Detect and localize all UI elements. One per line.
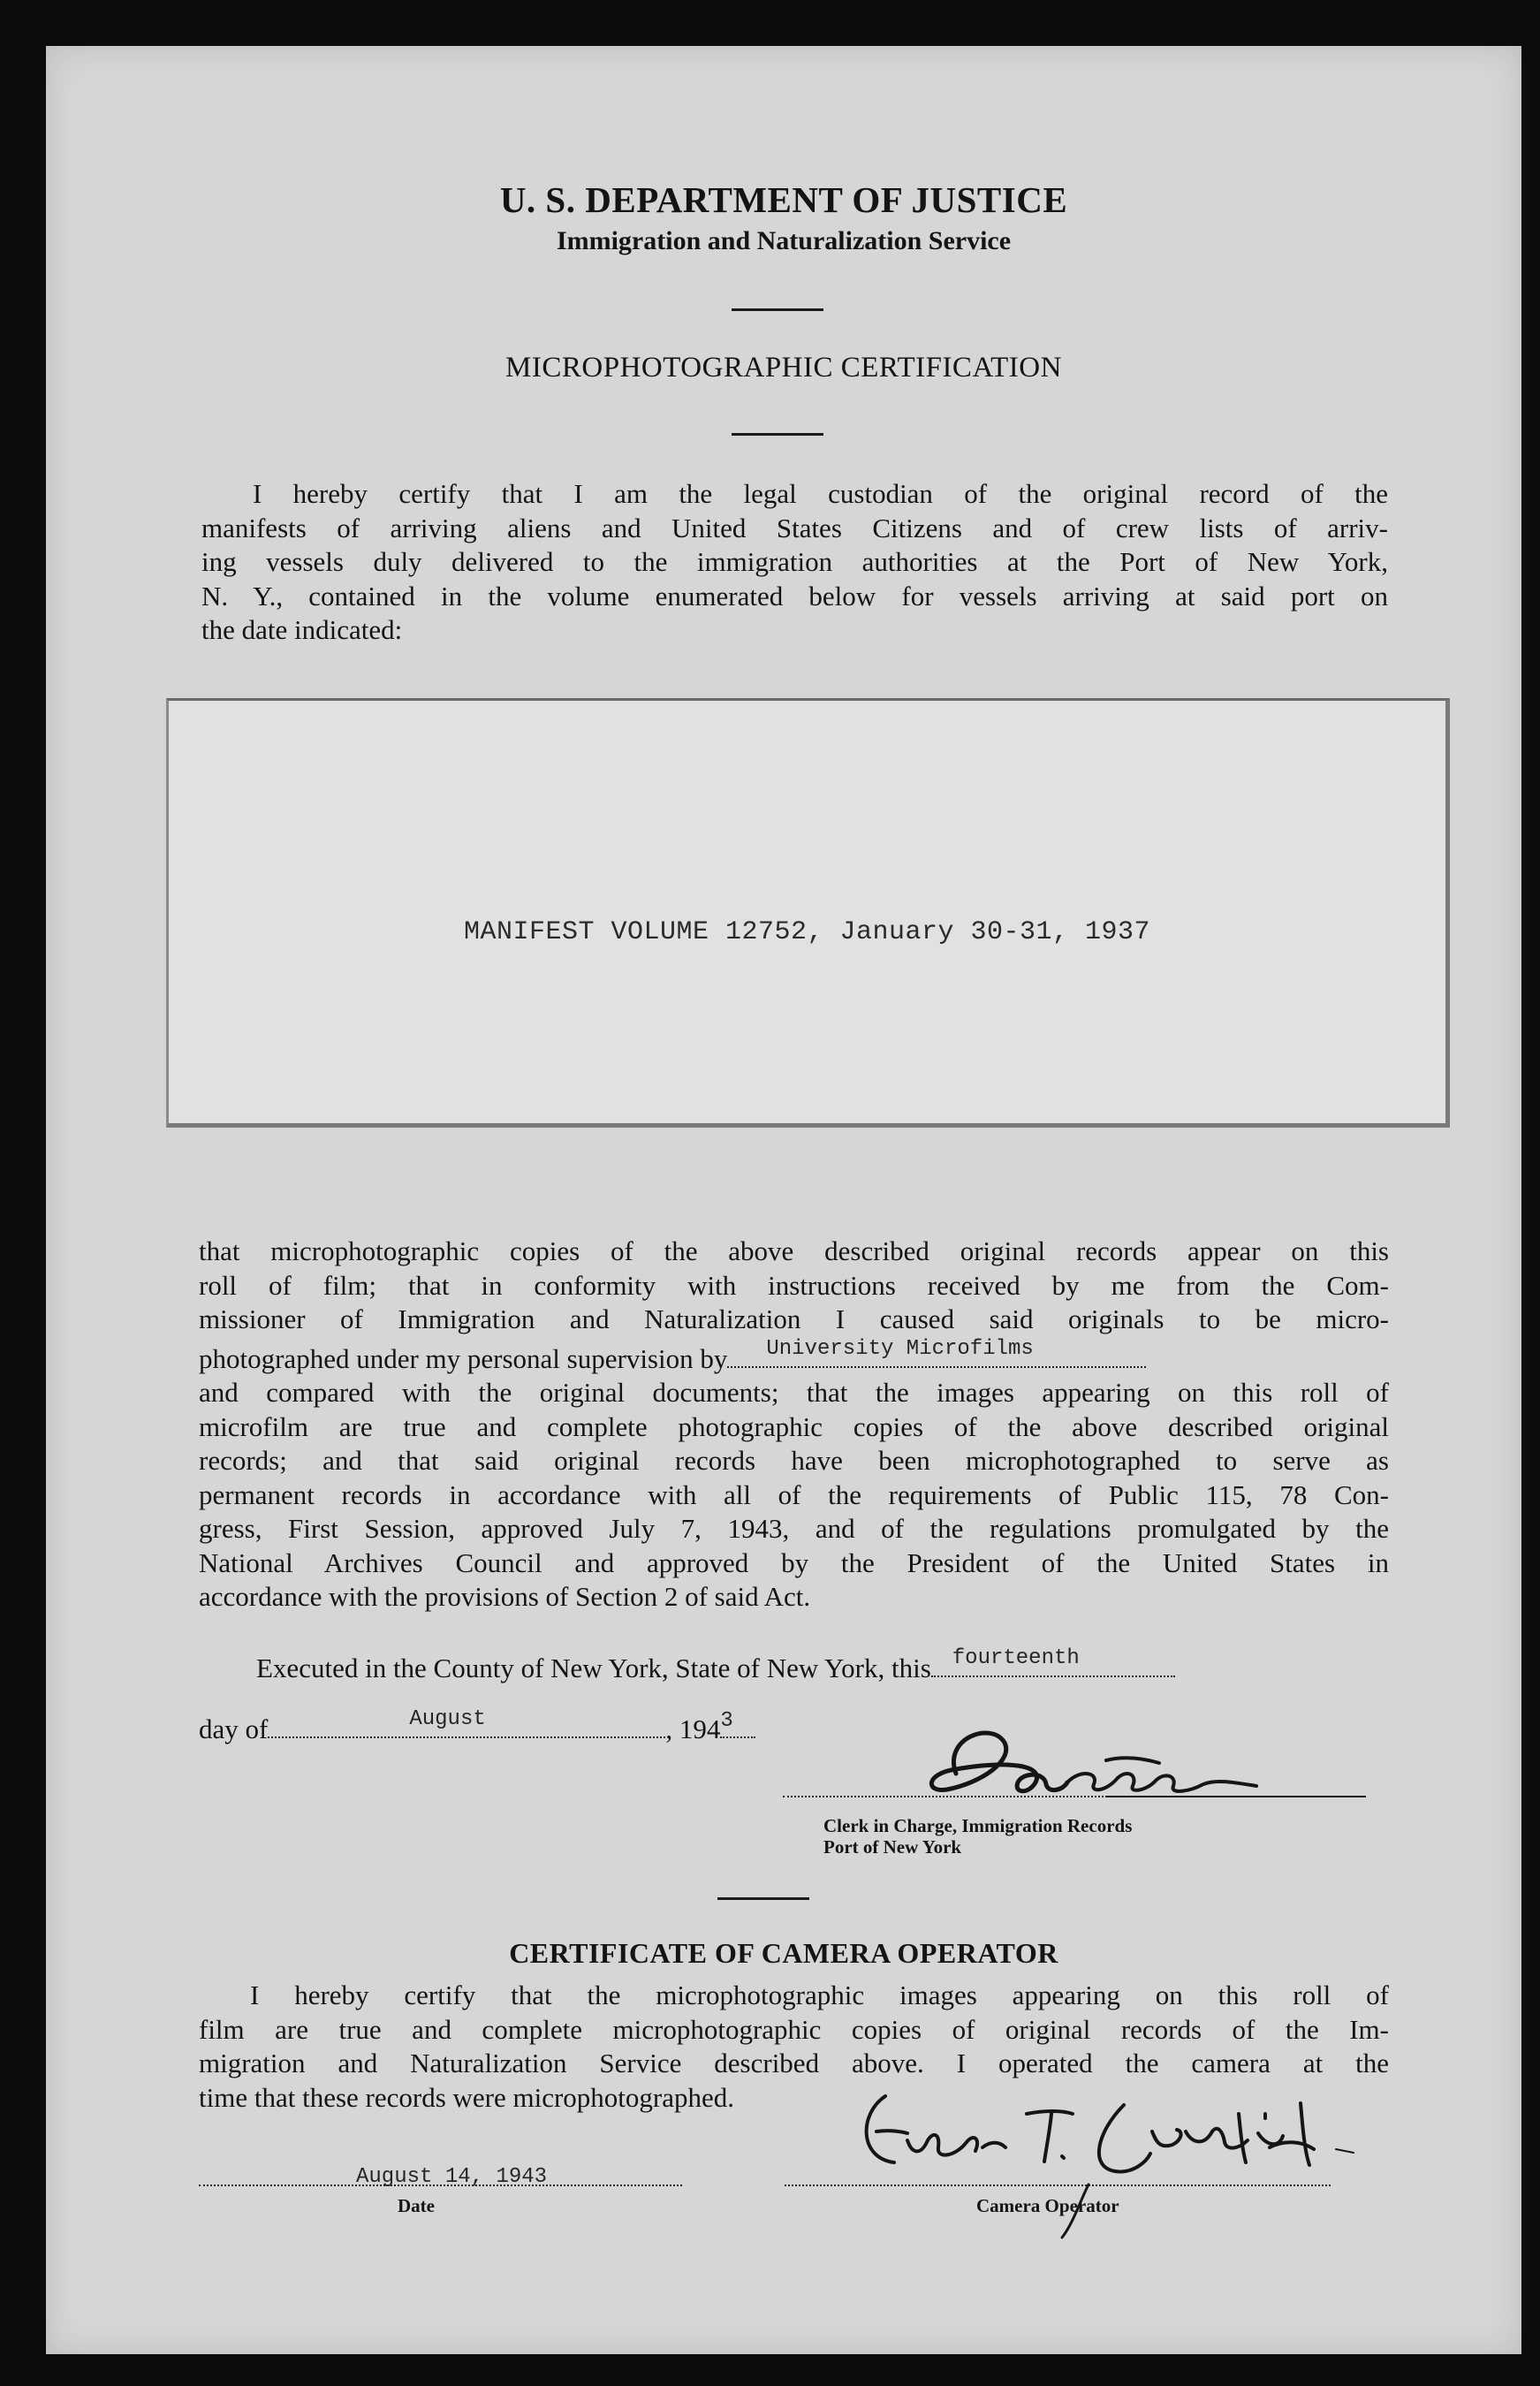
- day-of-prefix: day of: [199, 1714, 269, 1744]
- camera-operator-heading: CERTIFICATE OF CAMERA OPERATOR: [509, 1937, 1058, 1969]
- intro-line: the date indicated:: [201, 614, 403, 645]
- date-label: Date: [398, 2195, 435, 2216]
- day-of-line: [199, 1707, 906, 1747]
- body-line: and compared with the original documents; that the images appearing on this roll of: [199, 1377, 1389, 1408]
- manifest-volume-label: MANIFEST VOLUME 12752, January 30-31, 1937: [463, 917, 1151, 947]
- body-line: records; and that said original records have been microphotographed to serve as: [199, 1445, 1389, 1476]
- clerk-title-line2: Port of New York: [823, 1836, 962, 1858]
- camera-line: I hereby certify that the microphotographic images appearing on this roll of: [250, 1979, 1389, 2010]
- intro-line: N. Y., contained in the volume enumerated below for vessels arriving at said port on: [201, 580, 1388, 612]
- divider-mid: [732, 433, 823, 436]
- body-line: accordance with the provisions of Section 2 of said Act.: [199, 1581, 811, 1612]
- clerk-title: [823, 1815, 1132, 1858]
- body-line: microfilm are true and complete photographic copies of the above described original: [199, 1410, 1389, 1442]
- body-line: permanent records in accordance with all of the requirements of Public 115, 78 Con-: [199, 1478, 1389, 1510]
- camera-line: migration and Naturalization Service described above. I operated the camera at the: [199, 2048, 1389, 2078]
- camera-line: time that these records were microphotographed.: [199, 2081, 734, 2113]
- intro-paragraph: [201, 477, 1388, 648]
- executed-prefix: Executed in the County of New York, State of New York, this: [256, 1653, 931, 1683]
- intro-line: manifests of arriving aliens and United States Citizens and of crew lists of arriv-: [201, 512, 1388, 543]
- department-heading: U. S. DEPARTMENT OF JUSTICE: [499, 179, 1068, 220]
- executed-day: fourteenth: [952, 1646, 1080, 1670]
- body-line: National Archives Council and approved by the President of the United States in: [199, 1546, 1389, 1578]
- executed-line: [256, 1646, 1389, 1686]
- camera-operator-label: Camera Operator: [976, 2195, 1119, 2216]
- body-line: missioner of Immigration and Naturalization I caused said originals to be micro-: [199, 1303, 1389, 1334]
- supervisor-name: University Microfilms: [766, 1336, 1034, 1361]
- year-prefix: , 194: [665, 1714, 721, 1744]
- body-line: that microphotographic copies of the above described original records appear on this: [199, 1235, 1389, 1266]
- clerk-signature: [841, 1721, 1354, 1809]
- service-subheading: Immigration and Naturalization Service: [556, 226, 1012, 255]
- body-line: roll of film; that in conformity with instructions received by me from the Com-: [199, 1269, 1389, 1301]
- year-digit: 3: [720, 1709, 733, 1733]
- body-line: gress, First Session, approved July 7, 1943, and of the regulations promulgated by the: [199, 1513, 1389, 1544]
- certification-title: MICROPHOTOGRAPHIC CERTIFICATION: [505, 352, 1062, 384]
- manifest-label-box: [166, 698, 1450, 1128]
- certificate-sheet: [46, 46, 1521, 2354]
- divider-top: [732, 308, 823, 311]
- executed-month: August: [409, 1707, 486, 1731]
- camera-operator-signature: [823, 2078, 1389, 2255]
- clerk-title-line1: Clerk in Charge, Immigration Records: [823, 1815, 1133, 1836]
- supervision-line: [199, 1336, 1389, 1377]
- intro-line: ing vessels duly delivered to the immigration authorities at the Port of New York,: [201, 546, 1388, 577]
- camera-line: film are true and complete microphotographic copies of original records of the Im-: [199, 2013, 1389, 2045]
- body-paragraph: [199, 1235, 1389, 1615]
- camera-date: August 14, 1943: [356, 2165, 548, 2189]
- supervision-prefix: photographed under my personal supervision by: [199, 1342, 728, 1374]
- divider-bottom: [717, 1897, 809, 1900]
- intro-line: I hereby certify that I am the legal custodian of the original record of the: [253, 478, 1388, 509]
